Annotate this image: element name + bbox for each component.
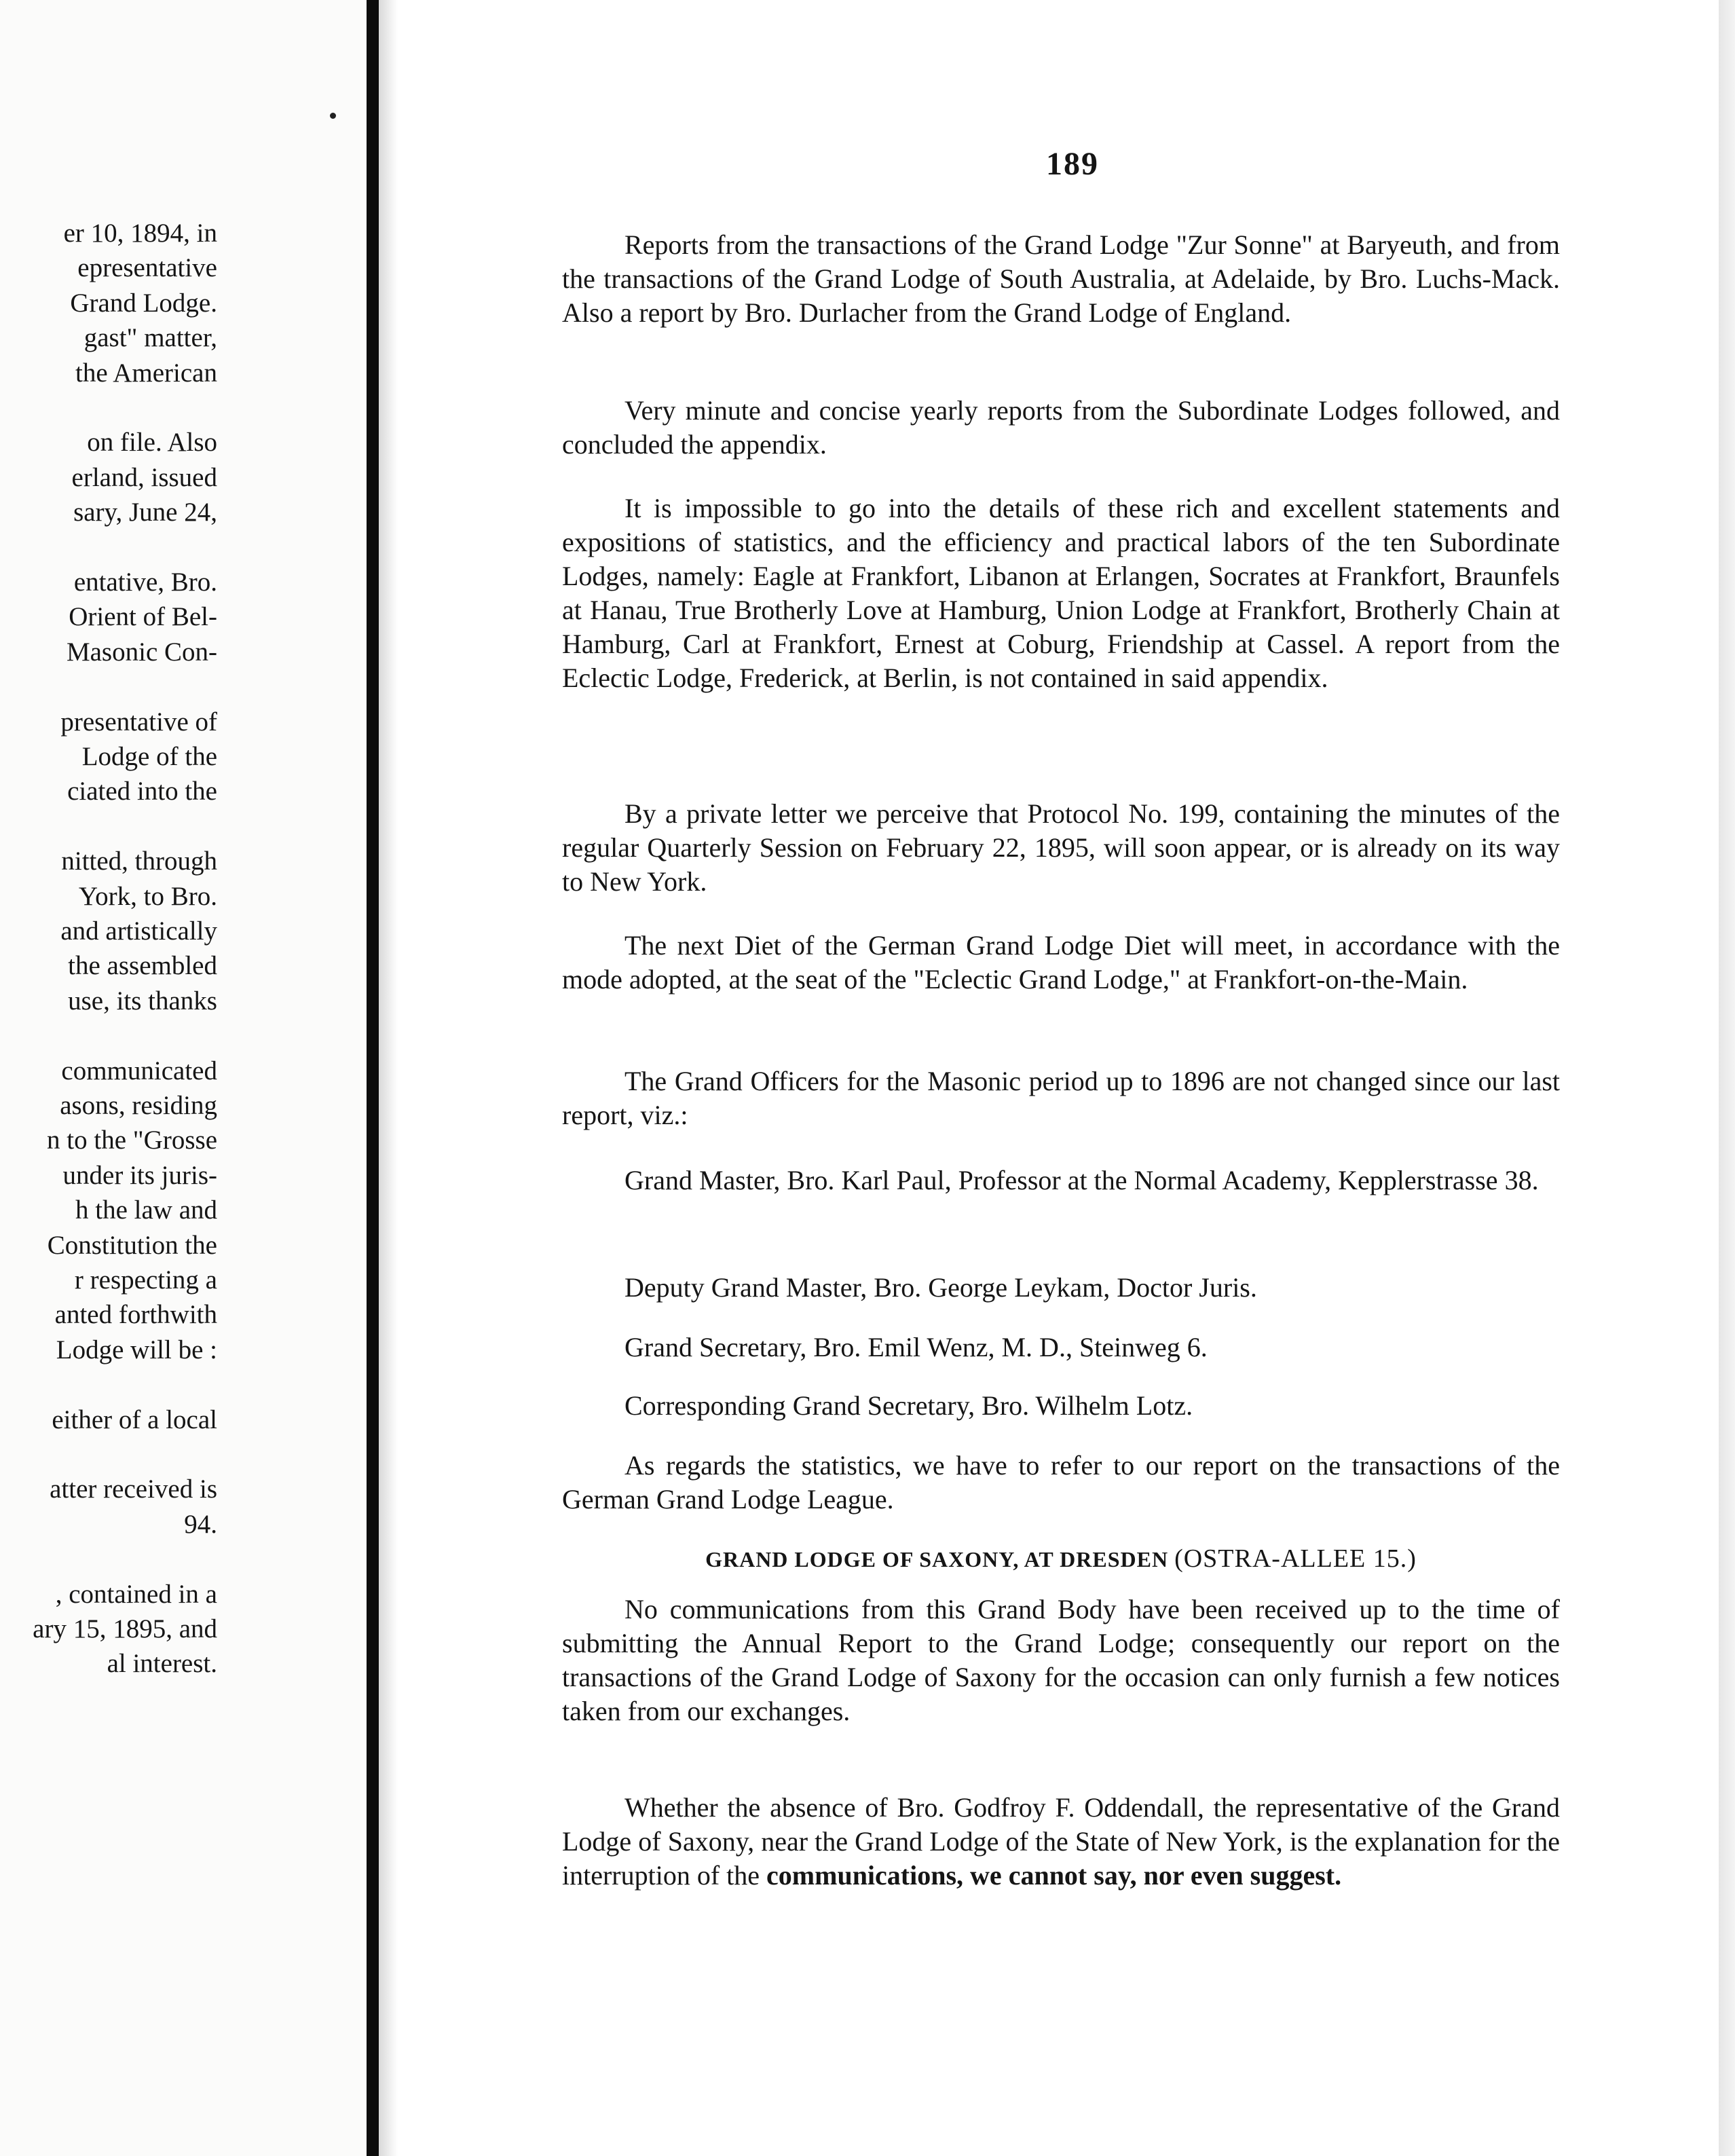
facing-page-line: asons, residing <box>60 1091 217 1120</box>
facing-page-line: er 10, 1894, in <box>63 219 217 248</box>
facing-page <box>0 0 367 2156</box>
facing-page-line: sary, June 24, <box>73 498 217 527</box>
facing-page-line: nitted, through <box>61 847 217 876</box>
facing-page-line: gast" matter, <box>83 323 217 352</box>
section-heading-address: (OSTRA-ALLEE 15.) <box>1174 1544 1417 1573</box>
paragraph-absence-text: Whether the absence of Bro. Godfroy F. Oddendall, the representative of the Grand Lodge of Saxony, near the Grand Lodge of the State of New York, is the explanation for the interruption of the <box>562 1792 1560 1891</box>
page-number: 189 <box>1046 146 1099 182</box>
ink-dot <box>330 113 336 119</box>
facing-page-line: York, to Bro. <box>78 882 217 911</box>
facing-page-line: either of a local <box>52 1405 217 1434</box>
paragraph-protocol: By a private letter we perceive that Protocol No. 199, containing the minutes of the regular Quarterly Session on February 22, 1895, will soon appear, or is already on its way to New York. <box>562 798 1560 897</box>
facing-page-line: the American <box>75 358 217 388</box>
facing-page-line: al interest. <box>107 1649 217 1678</box>
paragraph-absence-ending: communications, we cannot say, nor even suggest. <box>766 1860 1342 1891</box>
paragraph-reports: Reports from the transactions of the Grand Lodge "Zur Sonne" at Baryeuth, and from the transactions of the Grand Lodge of South Australia, at Adelaide, by Bro. Luchs-Mack. Also a report by Bro. Durlacher from the Grand Lodge of England. <box>562 229 1560 328</box>
book-binding <box>367 0 379 2156</box>
officer-grand-master: Grand Master, Bro. Karl Paul, Professor at the Normal Academy, Kepplerstrasse 38. <box>624 1165 1539 1195</box>
facing-page-line: Constitution the <box>47 1231 217 1260</box>
paragraph-yearly-reports: Very minute and concise yearly reports from the Subordinate Lodges followed, and concluded the appendix. <box>562 395 1560 460</box>
section-heading <box>562 1544 1560 1574</box>
facing-page-line: Grand Lodge. <box>70 289 217 318</box>
facing-page-line: Lodge will be : <box>56 1335 217 1364</box>
facing-page-line: presentative of <box>60 707 217 737</box>
facing-page-line: epresentative <box>77 253 217 282</box>
section-heading-title: GRAND LODGE OF SAXONY, AT DRESDEN <box>705 1547 1169 1572</box>
facing-page-line: r respecting a <box>74 1265 217 1295</box>
facing-page-line: under its juris- <box>62 1161 217 1190</box>
facing-page-line: use, its thanks <box>68 986 217 1016</box>
facing-page-line: anted forthwith <box>54 1300 217 1329</box>
facing-page-line: entative, Bro. <box>73 568 217 597</box>
facing-page-line: ary 15, 1895, and <box>33 1614 217 1643</box>
facing-page-line: Lodge of the <box>81 742 217 771</box>
facing-page-line: Masonic Con- <box>66 637 217 667</box>
paragraph-statistics: As regards the statistics, we have to refer to our report on the transactions of the German Grand Lodge League. <box>562 1450 1560 1514</box>
officer-deputy-grand-master: Deputy Grand Master, Bro. George Leykam, Doctor Juris. <box>624 1272 1257 1303</box>
officer-grand-secretary: Grand Secretary, Bro. Emil Wenz, M. D., Steinweg 6. <box>624 1332 1208 1362</box>
facing-page-line: , contained in a <box>55 1580 217 1609</box>
paragraph-grand-officers: The Grand Officers for the Masonic period up to 1896 are not changed since our last report, viz.: <box>562 1066 1560 1130</box>
facing-page-line: atter received is <box>50 1474 217 1504</box>
paragraph-next-diet: The next Diet of the German Grand Lodge Diet will meet, in accordance with the mode adopted, at the seat of the "Eclectic Grand Lodge," at Frankfort-on-the-Main. <box>562 930 1560 995</box>
paragraph-subordinate-lodges: It is impossible to go into the details of these rich and excellent statements and expositions of statistics, and the efficiency and practical labors of the ten Subordinate Lodges, namely: Eagle at Frankfort, Libanon at Erlangen, Socrates at Frankfort, Braunfels at Hanau, True Brotherly Love at Hamburg, Union Lodge at Frankfort, Brotherly Chain at Hamburg, Carl at Frankfort, Ernest at Coburg, Friendship at Cassel. A report from the Eclectic Lodge, Frederick, at Berlin, is not contained in said appendix. <box>562 493 1560 693</box>
facing-page-line: erland, issued <box>71 463 217 492</box>
facing-page-line: and artistically <box>60 916 217 946</box>
paragraph-no-communications: No communications from this Grand Body have been received up to the time of submitting the Annual Report to the Grand Lodge; consequently our report on the transactions of the Grand Lodge of Saxony for the occasion can only furnish a few notices taken from our exchanges. <box>562 1594 1560 1726</box>
page-edge <box>1719 0 1735 2156</box>
paragraph-absence <box>562 1791 1560 1893</box>
facing-page-line: h the law and <box>75 1195 217 1225</box>
officer-corresponding-secretary: Corresponding Grand Secretary, Bro. Wilhelm Lotz. <box>624 1390 1193 1421</box>
facing-page-line: Orient of Bel- <box>69 602 217 631</box>
binding-shadow <box>379 0 398 2156</box>
facing-page-line: on file. Also <box>87 428 217 457</box>
facing-page-line: the assembled <box>68 951 217 980</box>
facing-page-line: 94. <box>184 1510 217 1539</box>
facing-page-line: n to the "Grosse <box>47 1126 217 1155</box>
facing-page-line: ciated into the <box>67 777 217 806</box>
facing-page-line: communicated <box>61 1056 217 1085</box>
